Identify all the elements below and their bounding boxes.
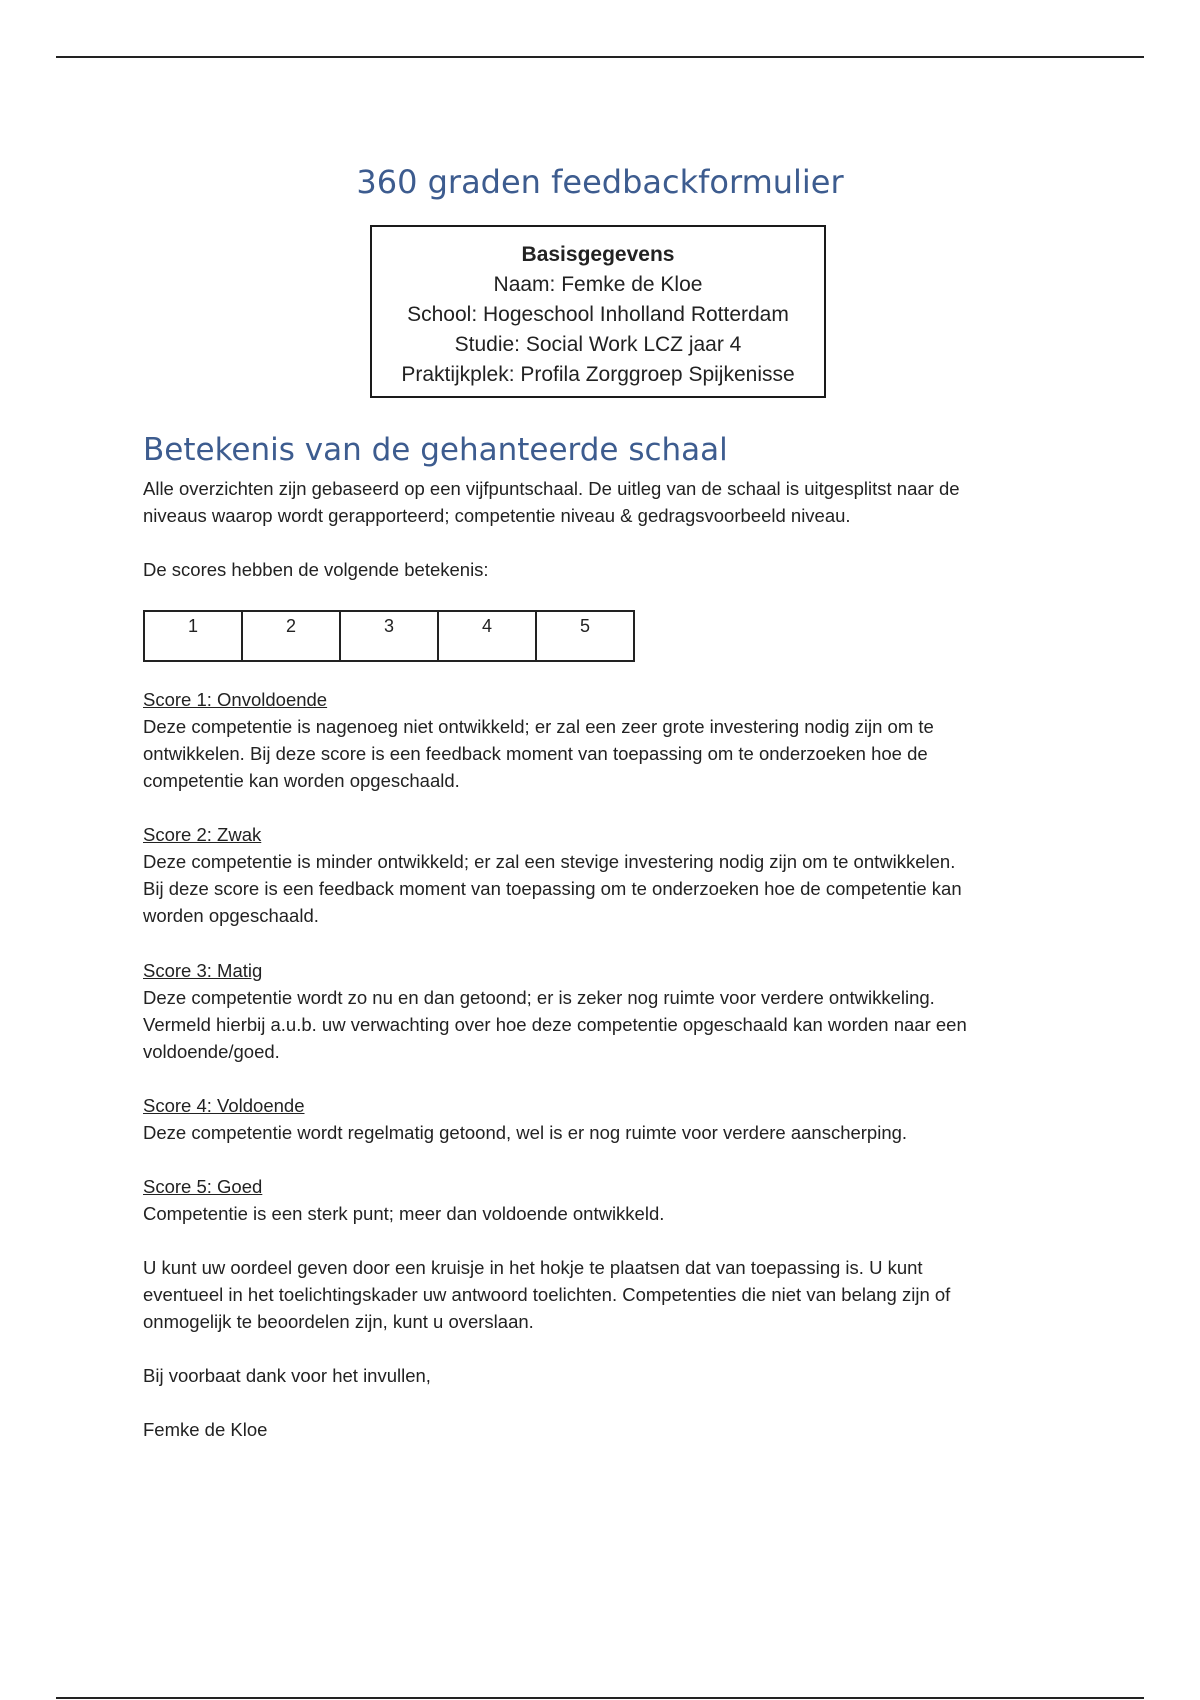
school-line: School: Hogeschool Inholland Rotterdam	[407, 303, 789, 326]
score-line: ontwikkelen. Bij deze score is een feedback moment van toepassing om te onderzoeken hoe de	[143, 743, 928, 764]
page-title: 360 graden feedbackformulier	[356, 163, 844, 201]
score-line: worden opgeschaald.	[143, 905, 319, 926]
basic-info-box	[370, 225, 826, 398]
internship-line: Praktijkplek: Profila Zorggroep Spijkenisse	[401, 363, 795, 386]
scale-cell: 5	[536, 611, 634, 661]
signature: Femke de Kloe	[143, 1419, 268, 1440]
score-line: Deze competentie wordt regelmatig getoond, wel is er nog ruimte voor verdere aanscherping.	[143, 1122, 908, 1143]
name-line: Naam: Femke de Kloe	[493, 273, 703, 296]
score-line: Deze competentie is minder ontwikkeld; er zal een stevige investering nodig zijn om te ontwikkelen.	[143, 851, 956, 872]
section-heading: Betekenis van de gehanteerde schaal	[143, 432, 728, 468]
intro-paragraph	[143, 475, 1073, 529]
thanks-line: Bij voorbaat dank voor het invullen,	[143, 1365, 431, 1386]
score-3-block	[143, 957, 1073, 1065]
score-line: Competentie is een sterk punt; meer dan voldoende ontwikkeld.	[143, 1203, 665, 1224]
bottom-rule	[56, 1697, 1144, 1699]
scores-intro: De scores hebben de volgende betekenis:	[143, 559, 489, 580]
score-1-block	[143, 686, 1073, 794]
instructions-line: U kunt uw oordeel geven door een kruisje in het hokje te plaatsen dat van toepassing is. U kunt	[143, 1257, 923, 1278]
scale-cell: 1	[144, 611, 242, 661]
intro-line: niveaus waarop wordt gerapporteerd; competentie niveau & gedragsvoorbeeld niveau.	[143, 505, 851, 526]
top-rule	[56, 56, 1144, 58]
score-line: Deze competentie wordt zo nu en dan getoond; er is zeker nog ruimte voor verdere ontwikkeling.	[143, 987, 935, 1008]
instructions-line: onmogelijk te beoordelen zijn, kunt u overslaan.	[143, 1311, 534, 1332]
score-title: Score 4: Voldoende	[143, 1095, 305, 1116]
score-line: Vermeld hierbij a.u.b. uw verwachting over hoe deze competentie opgeschaald kan worden naar een	[143, 1014, 967, 1035]
score-line: voldoende/goed.	[143, 1041, 280, 1062]
score-title: Score 1: Onvoldoende	[143, 689, 328, 710]
score-title: Score 2: Zwak	[143, 824, 262, 845]
score-title: Score 5: Goed	[143, 1176, 263, 1197]
study-line: Studie: Social Work LCZ jaar 4	[454, 333, 742, 356]
intro-line: Alle overzichten zijn gebaseerd op een vijfpuntschaal. De uitleg van de schaal is uitgesplitst naar de	[143, 478, 960, 499]
scale-cell: 2	[242, 611, 340, 661]
score-4-block	[143, 1092, 1073, 1146]
instructions-line: eventueel in het toelichtingskader uw antwoord toelichten. Competenties die niet van belang zijn of	[143, 1284, 951, 1305]
scale-cell: 3	[340, 611, 438, 661]
score-2-block	[143, 821, 1073, 929]
score-5-block	[143, 1173, 1073, 1227]
score-line: Bij deze score is een feedback moment van toepassing om te onderzoeken hoe de competentie kan	[143, 878, 962, 899]
score-line: Deze competentie is nagenoeg niet ontwikkeld; er zal een zeer grote investering nodig zijn om te	[143, 716, 934, 737]
instructions-paragraph	[143, 1254, 1073, 1335]
basic-info-heading: Basisgegevens	[521, 243, 675, 266]
scale-cell: 4	[438, 611, 536, 661]
score-line: competentie kan worden opgeschaald.	[143, 770, 460, 791]
score-title: Score 3: Matig	[143, 960, 263, 981]
score-scale-table	[143, 610, 635, 662]
